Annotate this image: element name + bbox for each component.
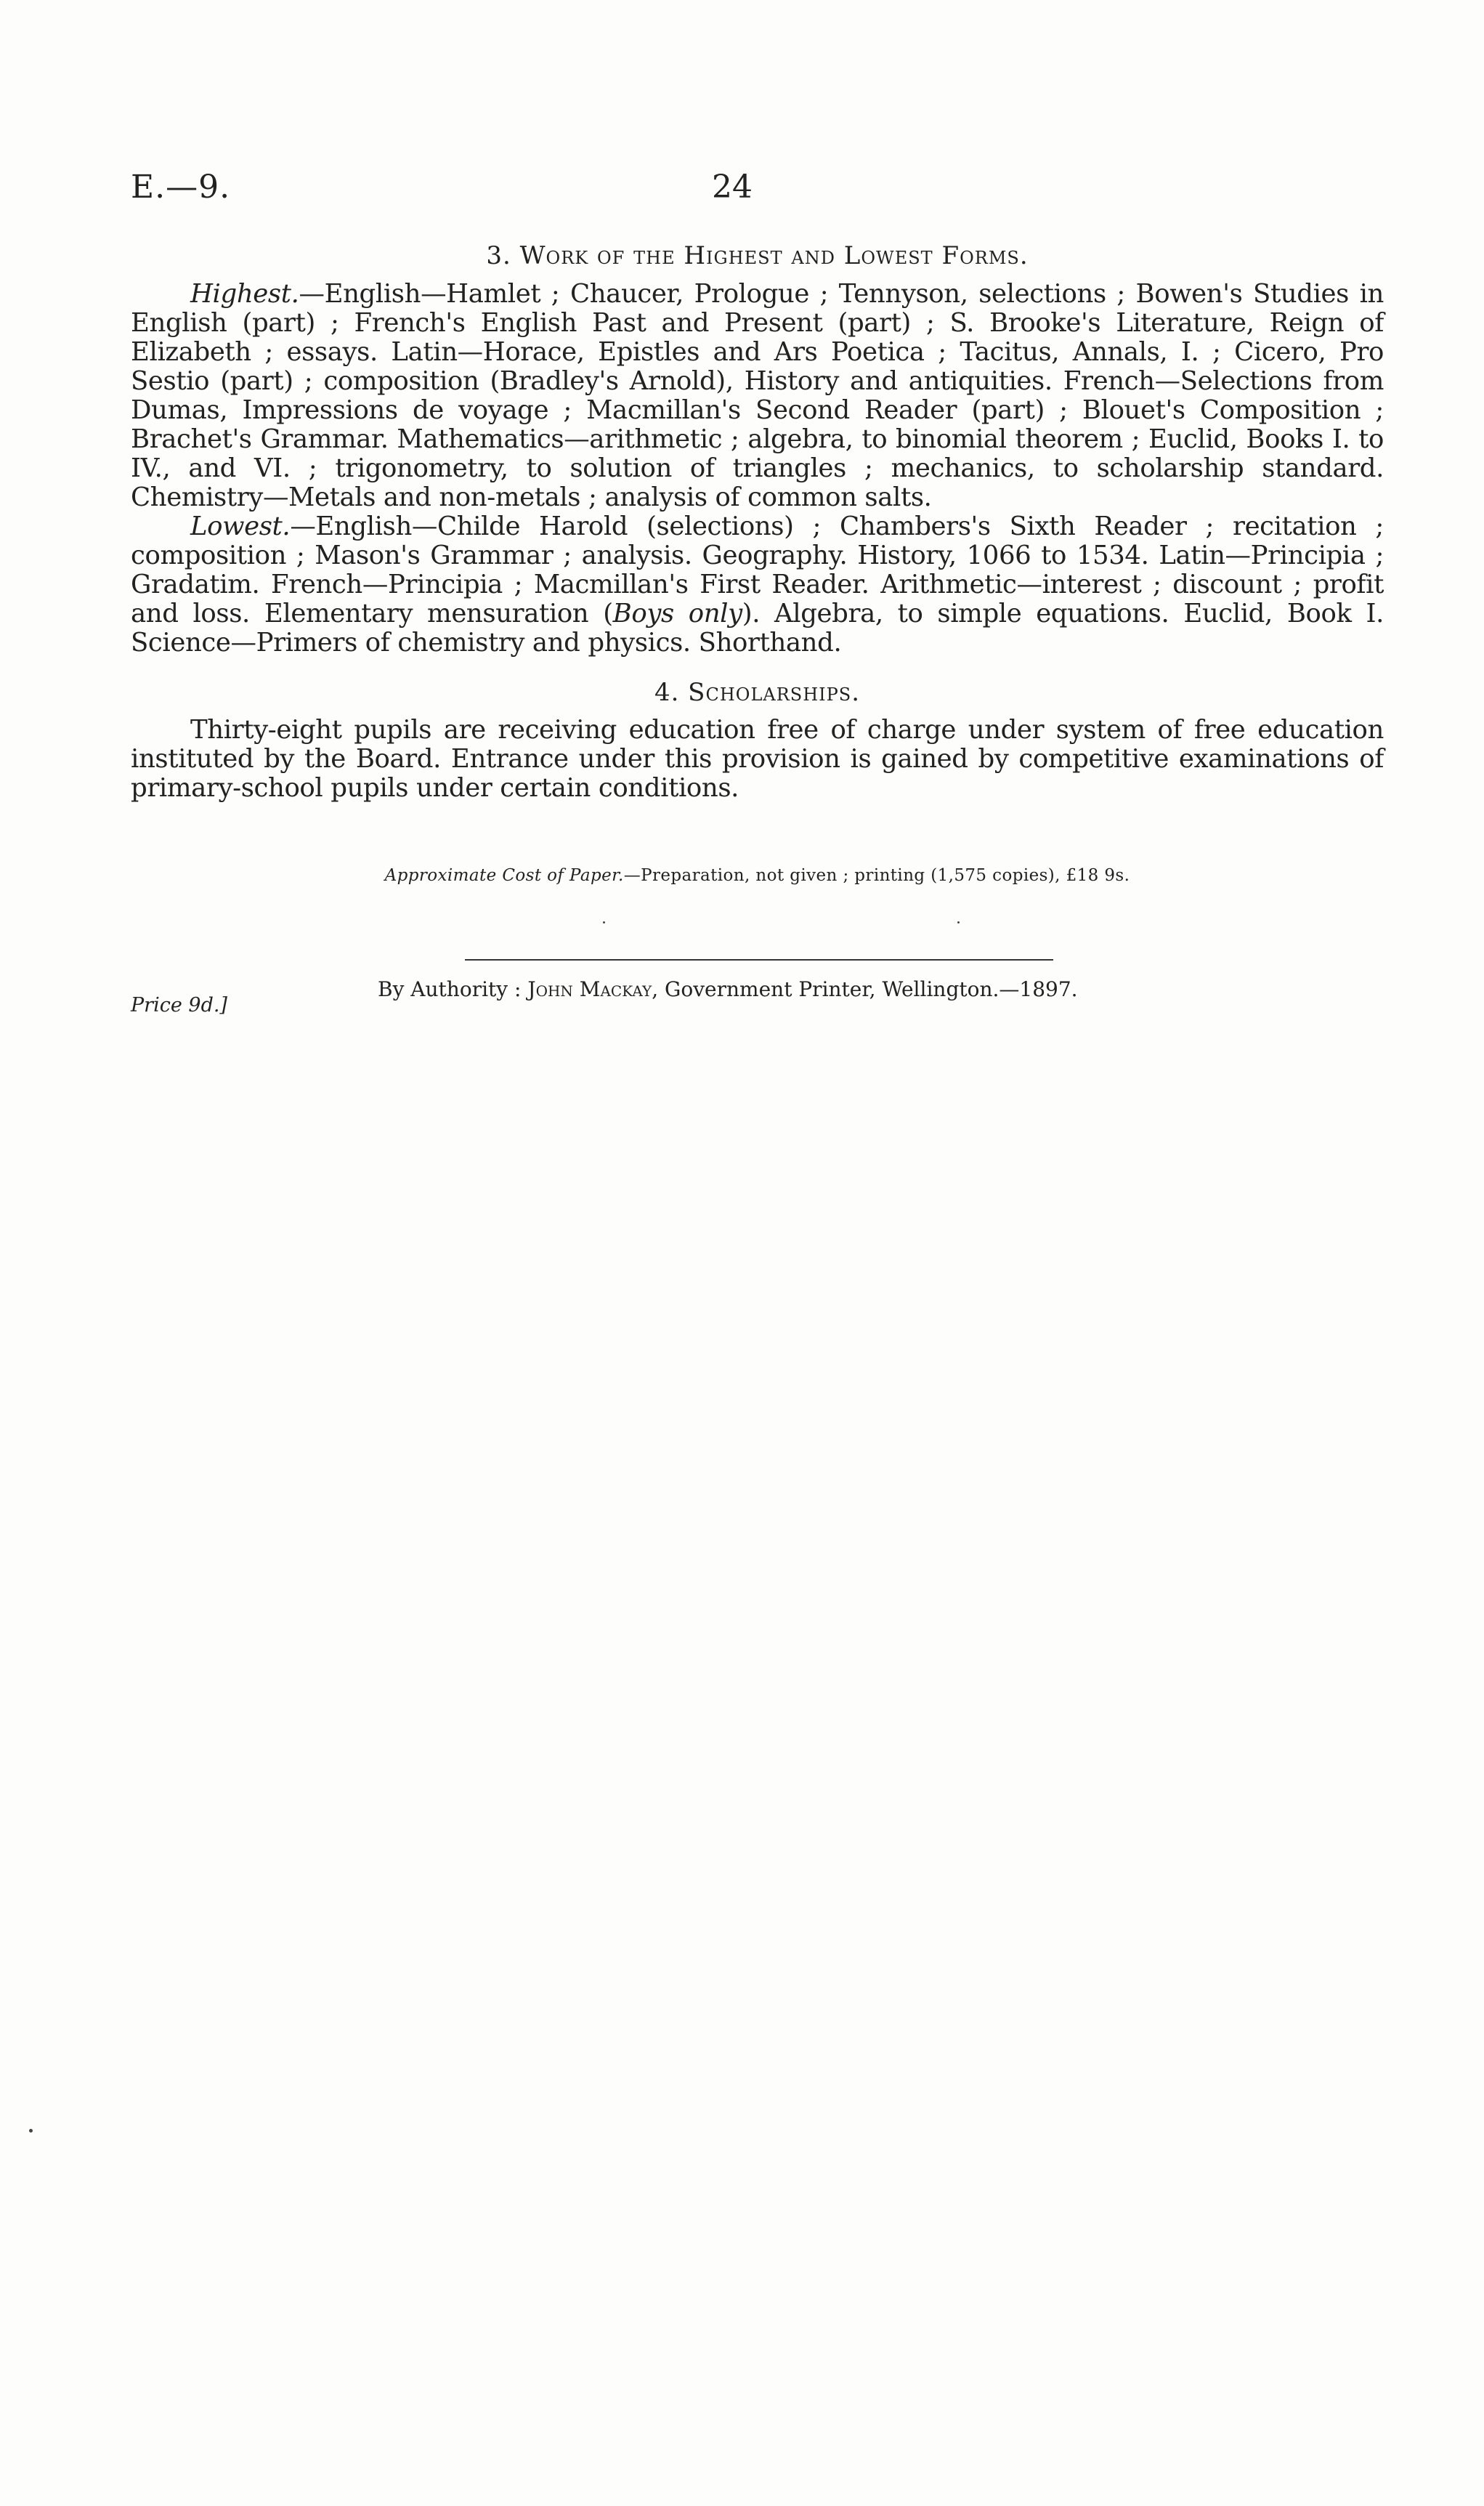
cost-of-paper-line	[131, 866, 1384, 885]
page-number: 24	[712, 169, 753, 206]
paragraph-label-highest: Highest.	[190, 279, 299, 309]
paragraph-text-lowest-a: —English—Childe Harold (selections) ; Chambers's Sixth Reader ; recitation ; composition ; Mason's Grammar ; analysis. Geography. History, 1066 to 1534. Latin—Principia ; Gradatim. French—Principia ; Macmillan's First Reader. Arithmetic—interest ; discount ; profit and loss. Elementary mensuration (	[131, 512, 1384, 628]
paragraph-text-highest: —English—Hamlet ; Chaucer, Prologue ; Tennyson, selections ; Bowen's Studies in English (part) ; French's English Past and Present (part) ; S. Brooke's Literature, Reign of Elizabeth ; essays. Latin—Horace, Epistles and Ars Poetica ; Tacitus, Annals, I. ; Cicero, Pro Sestio (part) ; composition (Bradley's Arnold), History and antiquities. French—Selections from Dumas, Impressions de voyage ; Macmillan's Second Reader (part) ; Blouet's Composition ; Brachet's Grammar. Mathematics—arithmetic ; algebra, to binomial theorem ; Euclid, Books I. to IV., and VI. ; trigonometry, to solution of triangles ; mechanics, to scholarship standard. Chemistry—Metals and non-metals ; analysis of common salts.	[131, 279, 1384, 512]
price-label: Price 9d.]	[131, 994, 227, 1016]
section-heading-work-of-forms: 3. Work of the Highest and Lowest Forms.	[486, 241, 1029, 270]
paragraph-emphasis-boys-only: Boys only	[612, 599, 742, 628]
section-body-scholarships	[131, 716, 1384, 803]
scan-speck	[603, 921, 605, 923]
divider-rule	[465, 959, 1053, 961]
section-body-work-of-forms	[131, 280, 1384, 658]
printer-authority-line	[378, 977, 1078, 1001]
cost-text: —Preparation, not given ; printing (1,575 copies), £18 9s.	[623, 866, 1130, 885]
paragraph-label-lowest: Lowest.	[190, 512, 291, 541]
authority-suffix: , Government Printer, Wellington.—1897.	[652, 977, 1078, 1001]
authority-prefix: By Authority :	[378, 977, 528, 1001]
scan-speck	[957, 921, 960, 923]
paragraph-lowest	[131, 512, 1384, 658]
scan-speck	[29, 2129, 33, 2133]
paragraph-highest	[131, 280, 1384, 512]
section-heading-scholarships: 4. Scholarships.	[654, 678, 861, 707]
series-number: E.—9.	[131, 169, 231, 206]
cost-label: Approximate Cost of Paper.	[384, 866, 624, 885]
printer-name: John Mackay	[527, 977, 652, 1001]
paragraph-scholarships: Thirty-eight pupils are receiving education free of charge under system of free education instituted by the Board. Entrance under this provision is gained by competitive examinations of primary-school pupils under certain conditions.	[131, 715, 1384, 803]
paragraph-text-lowest-b: ). Algebra, to simple equations. Euclid, Book I. Science—Primers of chemistry and physics. Shorthand.	[131, 599, 1384, 658]
